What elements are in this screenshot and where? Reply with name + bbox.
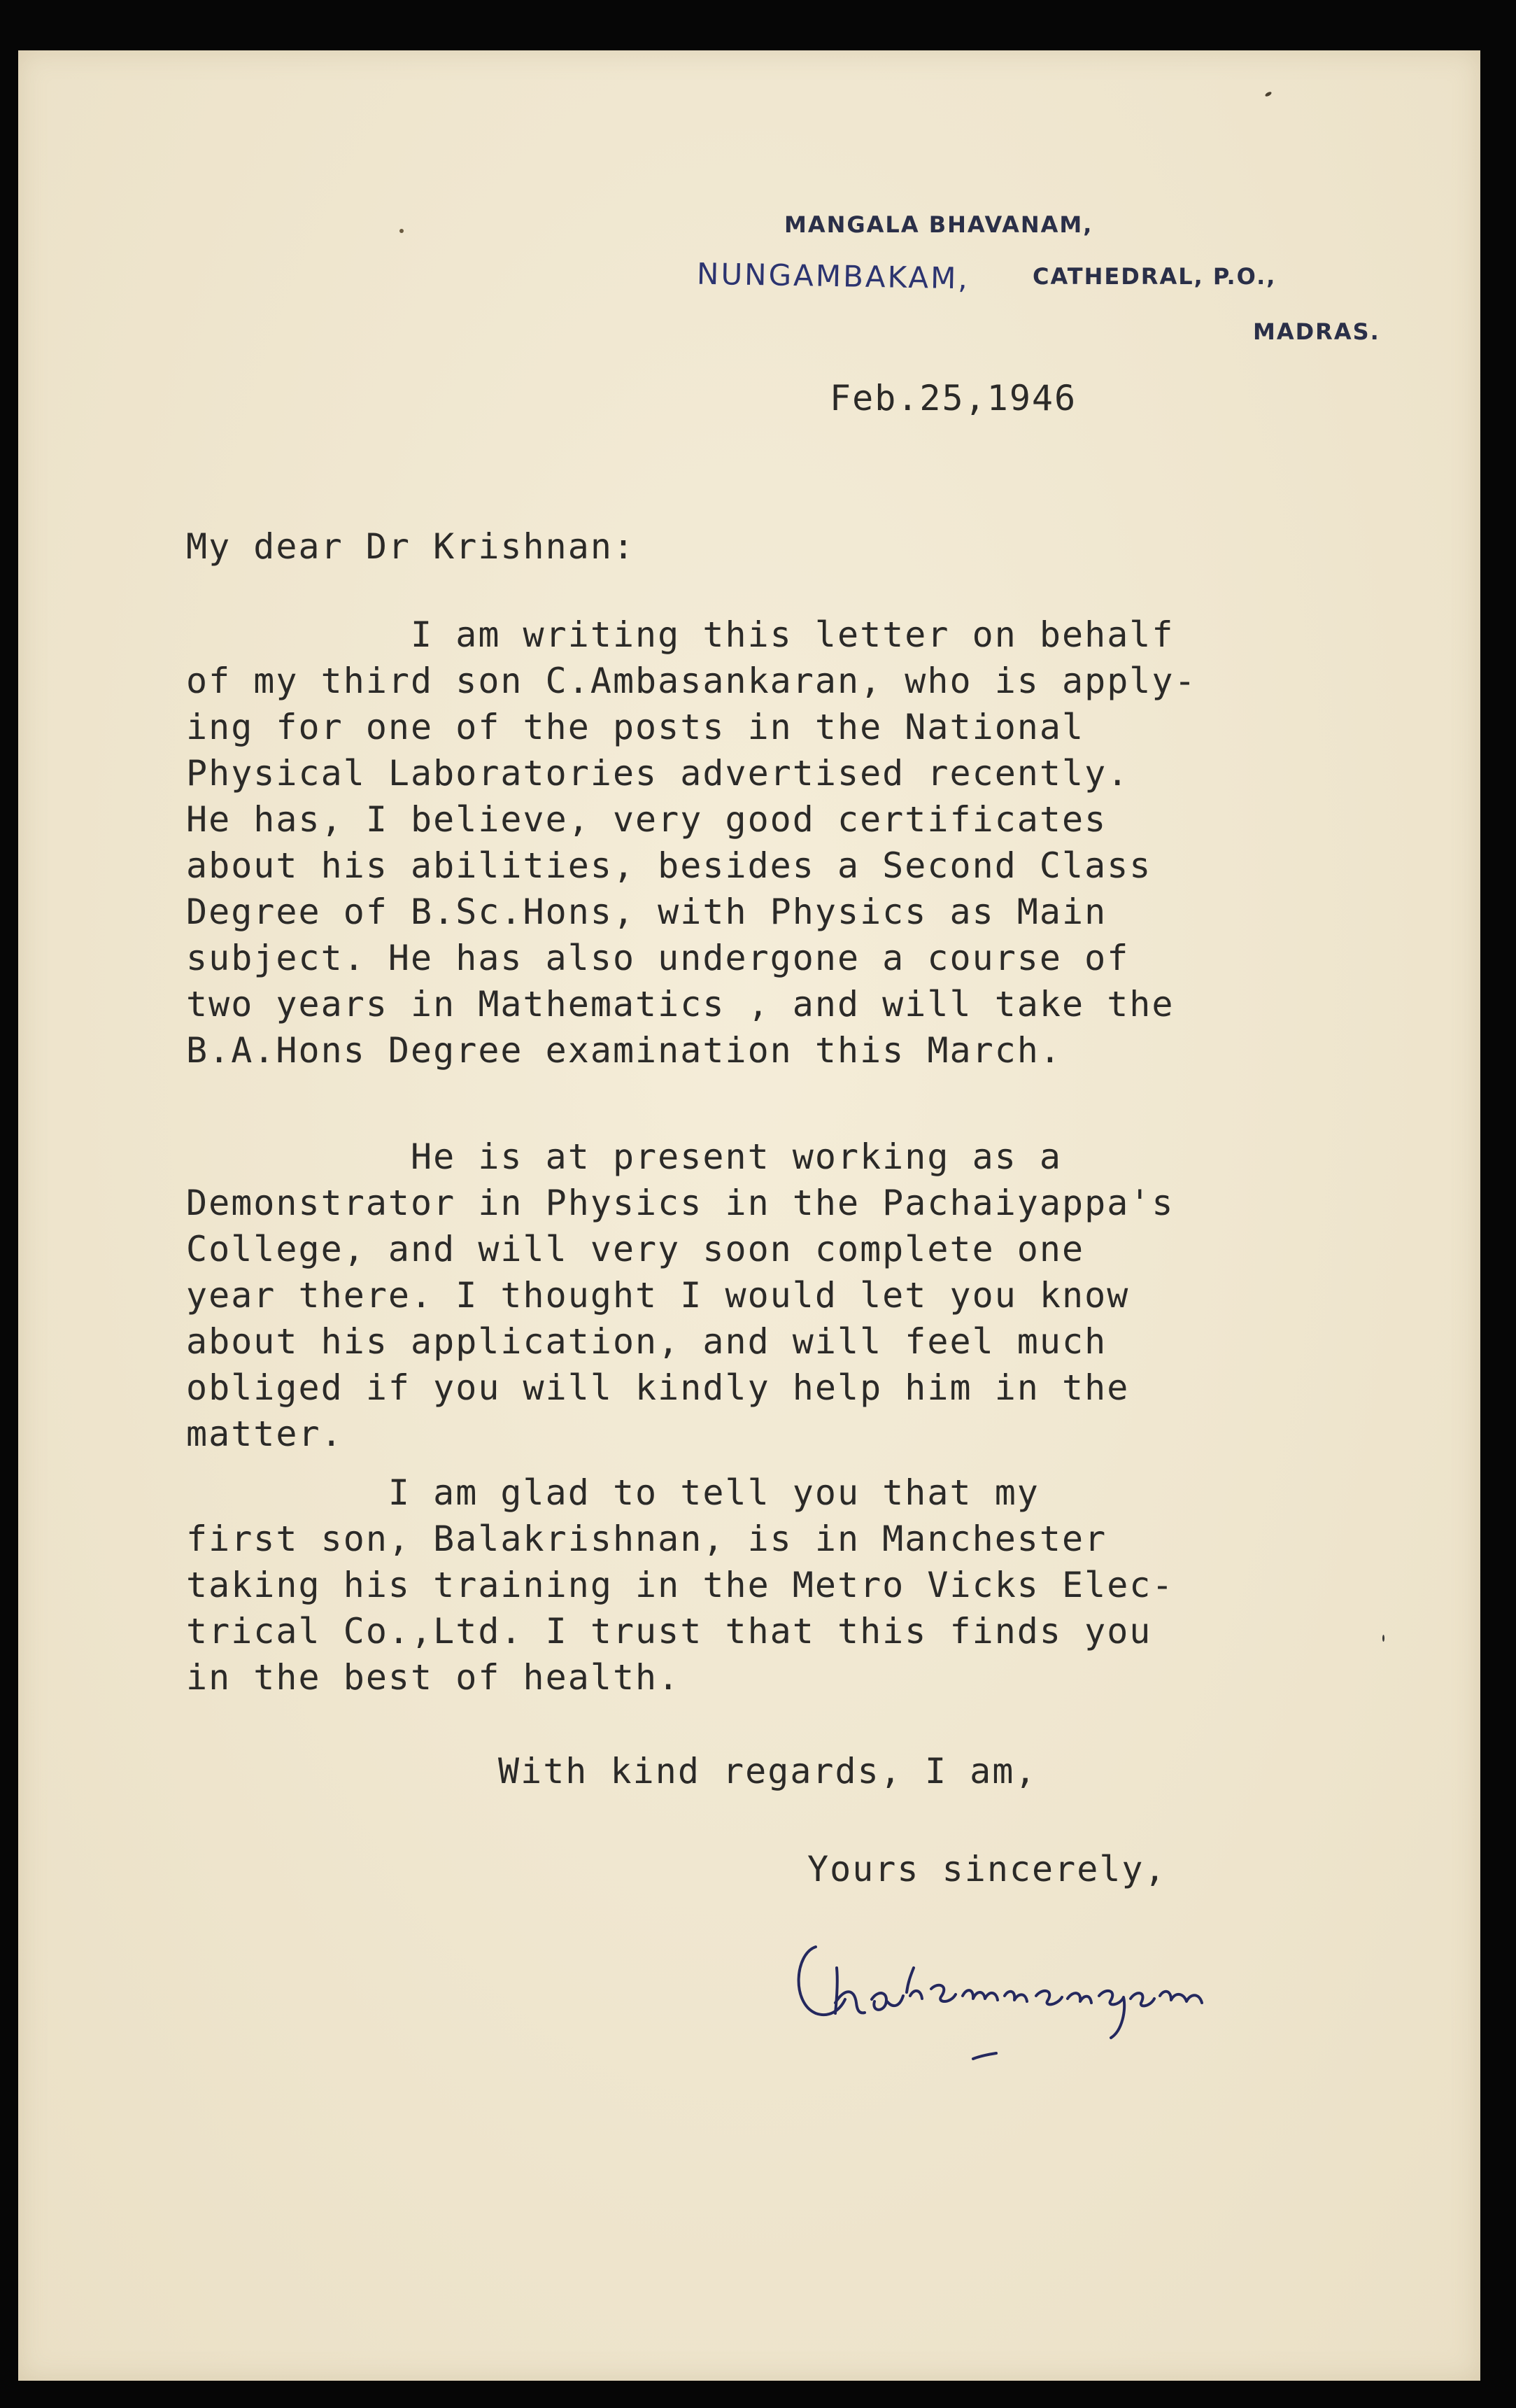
paper-mark (1264, 91, 1272, 97)
paragraph-line: B.A.Hons Degree examination this March. (186, 1030, 1062, 1071)
letter-date: Feb.25,1946 (830, 378, 1077, 418)
paragraph-line: of my third son C.Ambasankaran, who is apply- (186, 661, 1197, 701)
paragraph-line: about his abilities, besides a Second Class (186, 845, 1152, 886)
signoff-line: Yours sincerely, (807, 1849, 1167, 1889)
paragraph-line: I am writing this letter on behalf (186, 614, 1175, 655)
paragraph-line: College, and will very soon complete one (186, 1229, 1085, 1269)
paper-mark (399, 229, 404, 233)
paragraph-line: first son, Balakrishnan, is in Manchester (186, 1519, 1107, 1559)
paragraph-line: Demonstrator in Physics in the Pachaiyappa's (186, 1183, 1175, 1223)
paragraph-line: in the best of health. (186, 1657, 681, 1698)
paragraph-line: matter. (186, 1414, 343, 1454)
paragraph-line: I am glad to tell you that my (186, 1472, 1040, 1513)
paragraph-line: ing for one of the posts in the National (186, 707, 1085, 747)
letterhead-stamp: NUNGAMBAKAM, (696, 256, 970, 296)
paragraph-line: He has, I believe, very good certificates (186, 799, 1107, 840)
paragraph-2 (186, 1134, 1175, 1457)
paragraph-line: about his application, and will feel much (186, 1321, 1107, 1362)
paragraph-line: obliged if you will kindly help him in the (186, 1367, 1130, 1408)
paragraph-3 (186, 1470, 1175, 1701)
letter-paper (18, 50, 1480, 2381)
closing-line: With kind regards, I am, (498, 1751, 1037, 1791)
paragraph-1 (186, 612, 1197, 1073)
paragraph-line: Degree of B.Sc.Hons, with Physics as Main (186, 892, 1107, 932)
paragraph-line: trical Co.,Ltd. I trust that this finds you (186, 1611, 1152, 1652)
handwritten-signature (788, 1926, 1235, 2066)
salutation: My dear Dr Krishnan: (186, 526, 636, 567)
paragraph-line: subject. He has also undergone a course of (186, 938, 1130, 978)
letterhead-line3: MADRAS. (1253, 318, 1380, 345)
paragraph-line: two years in Mathematics , and will take the (186, 984, 1175, 1025)
letterhead-line1: MANGALA BHAVANAM, (784, 211, 1093, 238)
paragraph-line: year there. I thought I would let you know (186, 1275, 1130, 1316)
paper-mark (1382, 1635, 1384, 1642)
paragraph-line: He is at present working as a (186, 1136, 1062, 1177)
paragraph-line: Physical Laboratories advertised recently. (186, 753, 1130, 794)
paragraph-line: taking his training in the Metro Vicks Elec- (186, 1565, 1175, 1605)
letterhead-line2: CATHEDRAL, P.O., (1033, 263, 1277, 290)
